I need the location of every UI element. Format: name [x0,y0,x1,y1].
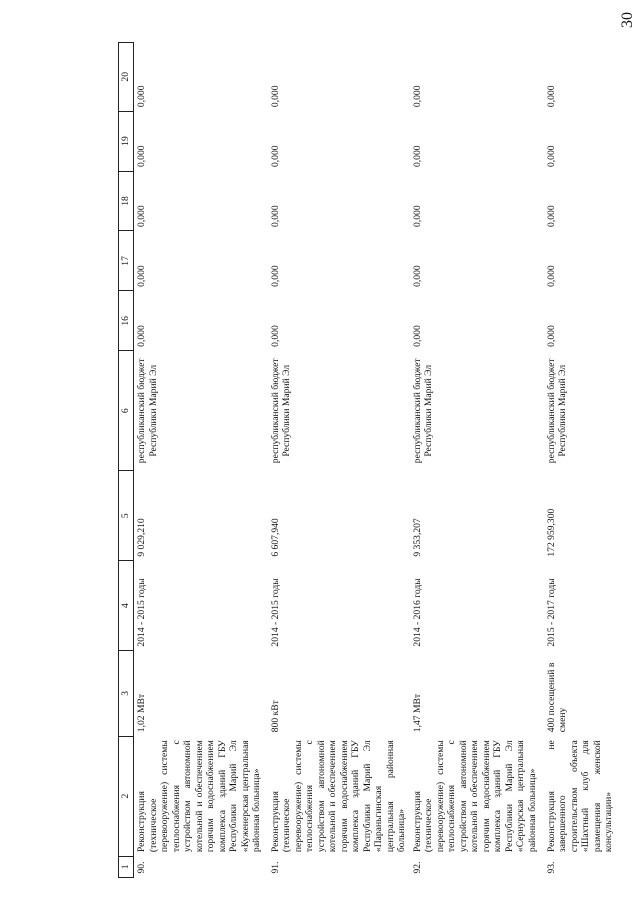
cost: 9 029,210 [136,518,147,557]
header-cell: 20 [119,43,134,112]
cost: 172 959,300 [545,508,557,557]
row-number: 91. [269,861,281,874]
header-cell: 16 [119,291,134,351]
table-row [410,43,544,878]
value-20: 0,000 [269,85,281,108]
object-name: Реконструкция не завершенного строительством объекта «Шахтный клуб для размещения женской консультации» [545,740,614,853]
object-name: Реконструкция (техническое перевооружение) системы теплоснабжения с устройством автономной котельной и обеспечением горячим водоснабжением комплекса зданий ГБУ Республики Марий Эл «Куженерская центральная районная больница» [136,740,262,853]
funding-source: республиканский бюджет Республики Марий Эл [136,358,159,464]
header-row [119,43,134,878]
header-cell: 17 [119,231,134,291]
header-cell: 1 [119,856,134,877]
cost: 6 607,940 [269,518,281,557]
value-19: 0,000 [545,145,557,168]
value-20: 0,000 [136,85,147,108]
value-16: 0,000 [545,325,557,347]
header-cell: 6 [119,351,134,471]
value-17: 0,000 [411,265,423,287]
program-table [118,42,640,878]
period: 2015 - 2017 годы [545,578,557,647]
value-18: 0,000 [136,205,147,227]
row-number: 93. [545,861,557,874]
value-20: 0,000 [545,85,557,108]
object-name: Реконструкция (техническое перевооружение) системы теплоснабжения с устройством автономной котельной и обеспечением горячим водоснабжением комплекса зданий ГБУ Республики Марий Эл «Параньгинская центральная районная больница» [269,740,407,853]
table-row [268,43,410,878]
funding-source: республиканский бюджет Республики Марий Эл [411,358,434,464]
value-17: 0,000 [269,265,281,287]
header-cell: 19 [119,111,134,171]
capacity: 400 посещений в смену [545,662,568,733]
rotated-table-container [118,42,614,878]
value-17: 0,000 [136,265,147,287]
value-19: 0,000 [269,145,281,168]
header-cell: 18 [119,171,134,231]
header-cell: 2 [119,736,134,856]
value-19: 0,000 [136,145,147,168]
page-number: 30 [619,12,636,28]
funding-source: республиканский бюджет Республики Марий Эл [269,358,292,464]
value-18: 0,000 [411,205,423,227]
value-16: 0,000 [411,325,423,347]
period: 2014 - 2015 годы [269,578,281,647]
cost: 9 353,207 [411,518,423,557]
row-number: 90. [136,861,147,874]
value-18: 0,000 [269,205,281,227]
value-20: 0,000 [411,85,423,108]
value-18: 0,000 [545,205,557,227]
capacity: 1,47 МВт [411,693,423,733]
capacity: 1,02 МВт [136,693,147,733]
header-cell: 3 [119,651,134,737]
object-name: Реконструкция (техническое перевооружение) системы теплоснабжения с устройством автономной котельной и обеспечением горячим водоснабжением комплекса зданий ГБУ Республики Марий Эл «Сернурская центральная районная больница» [411,740,538,853]
capacity: 800 кВт [269,700,281,733]
funding-source: республиканский бюджет Республики Марий Эл [545,358,568,464]
value-16: 0,000 [269,325,281,347]
header-cell: 4 [119,561,134,651]
header-cell: 5 [119,471,134,561]
table-row [544,43,640,878]
period: 2014 - 2016 годы [411,578,423,647]
period: 2014 - 2015 годы [136,578,147,647]
value-17: 0,000 [545,265,557,287]
value-16: 0,000 [136,325,147,347]
table-row [134,43,268,878]
row-number: 92. [411,861,423,874]
value-19: 0,000 [411,145,423,168]
